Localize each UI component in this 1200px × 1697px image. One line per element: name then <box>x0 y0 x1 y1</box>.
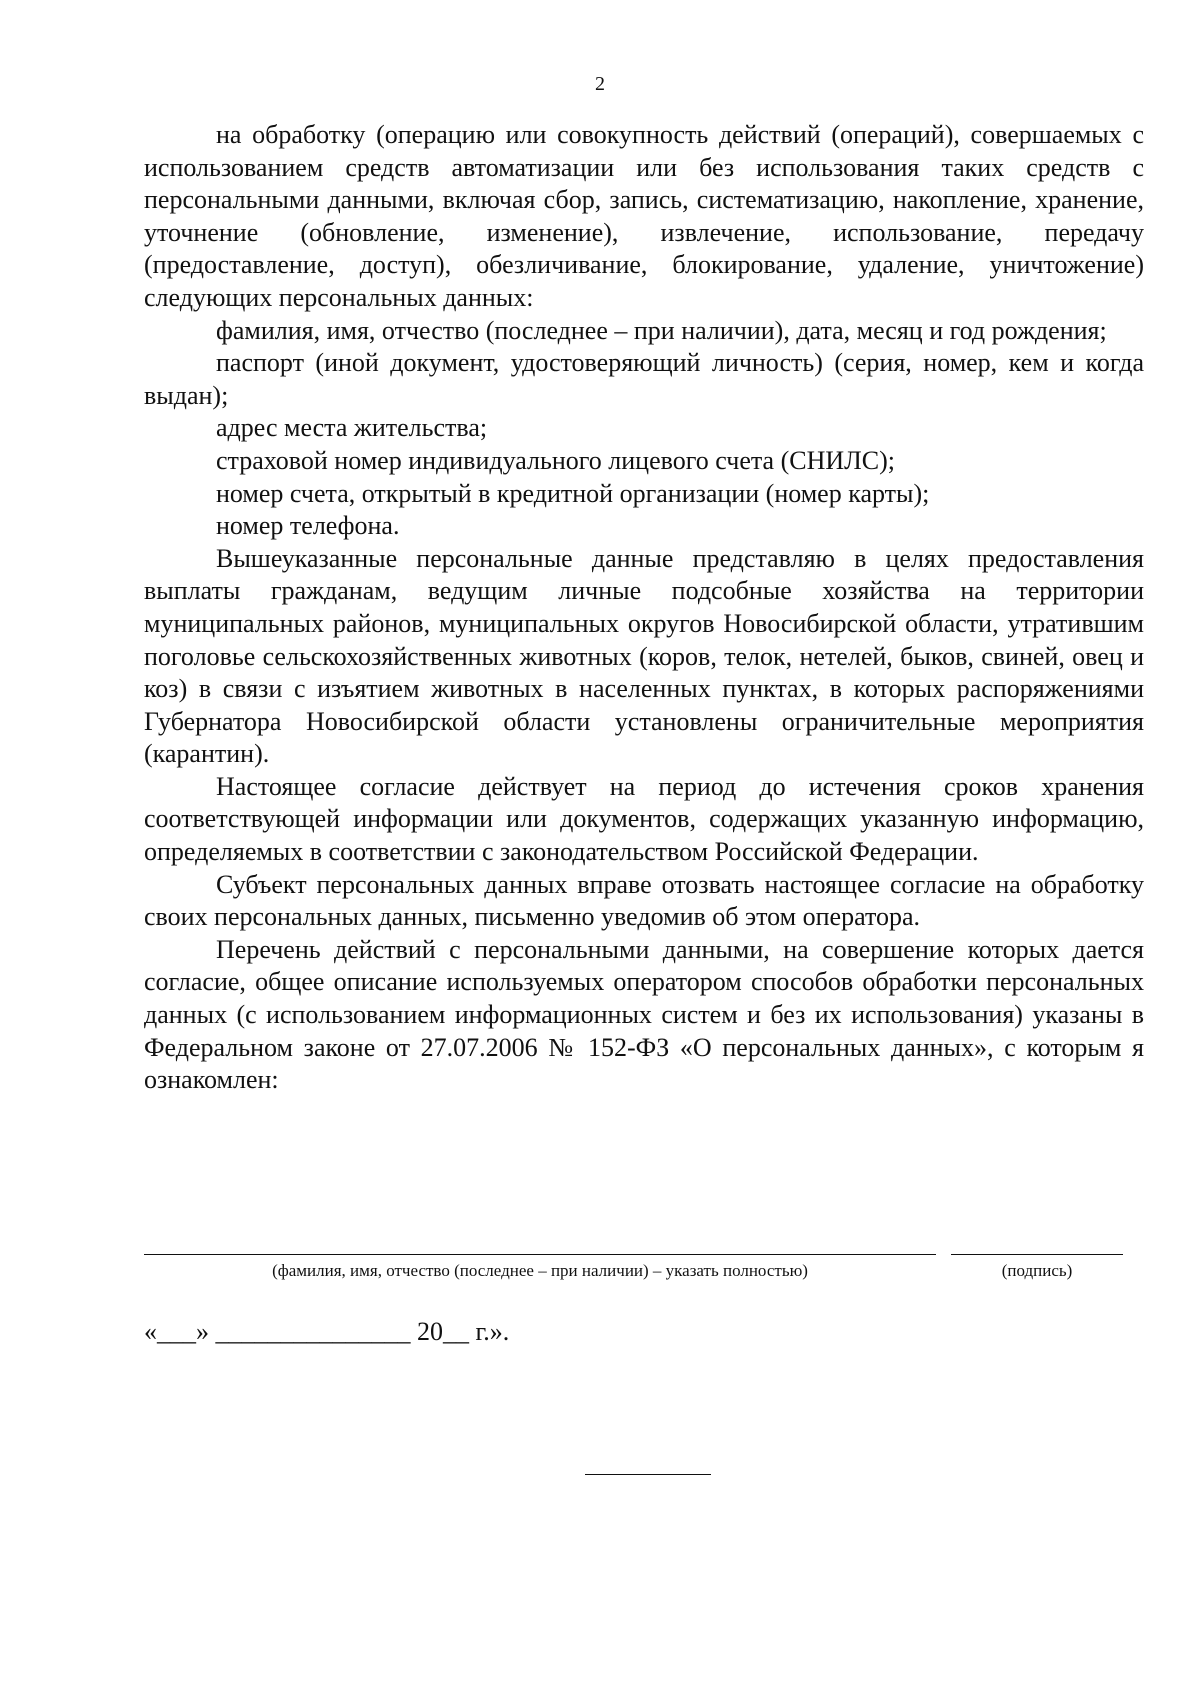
paragraph-actions-list: Перечень действий с персональными данными, на совершение которых дается согласие, общее описание используемых оператором способов обработки персональных данных (с использованием информационных систем и без их использования) указаны в Федеральном законе от 27.07.2006 № 152-ФЗ «О персональных данных», с которым я ознакомлен: <box>144 934 1144 1095</box>
signature-sign-caption: (подпись) <box>1001 1261 1073 1280</box>
paragraph-validity-period: Настоящее согласие действует на период до истечения сроков хранения соответствующей информации или документов, содержащих указанную информацию, определяемых в соответствии с законодательством Российской Федерации. <box>144 771 1144 867</box>
list-item-snils: страховой номер индивидуального лицевого счета (СНИЛС); <box>216 445 895 475</box>
list-item-bank-account: номер счета, открытый в кредитной организации (номер карты); <box>216 478 930 508</box>
signature-sign-line <box>951 1254 1123 1255</box>
signature-name-caption: (фамилия, имя, отчество (последнее – при наличии) – указать полностью) <box>272 1261 808 1280</box>
paragraph-purpose: Вышеуказанные персональные данные представляю в целях предоставления выплаты гражданам, ведущим личные подсобные хозяйства на территории муниципальных районов, муниципальных округов Новосибирской области, утратившим поголовье сельскохозяйственных животных (коров, телок, нетелей, быков, свиней, овец и коз) в связи с изъятием животных в населенных пунктах, в которых распоряжениями Губернатора Новосибирской области установлены ограничительные мероприятия (карантин). <box>144 543 1144 769</box>
date-line: «___» _______________ 20__ г.». <box>144 1317 510 1346</box>
signature-name-line <box>144 1254 936 1255</box>
list-item-passport: паспорт (иной документ, удостоверяющий личность) (серия, номер, кем и когда выдан); <box>144 348 1144 410</box>
list-item-address: адрес места жительства; <box>216 413 488 443</box>
paragraph-revocation: Субъект персональных данных вправе отозвать настоящее согласие на обработку своих персональных данных, письменно уведомив об этом оператора. <box>144 869 1144 932</box>
paragraph-processing-consent: на обработку (операцию или совокупность действий (операций), совершаемых с использованием средств автоматизации или без использования таких средств с персональными данными, включая сбор, запись, систематизацию, накопление, хранение, уточнение (обновление, изменение), извлечение, использование, передачу (предоставление, доступ), обезличивание, блокирование, удаление, уничтожение) следующих персональных данных: <box>144 120 1144 312</box>
end-of-document-rule <box>585 1474 711 1475</box>
page-number: 2 <box>595 73 605 95</box>
list-item-phone: номер телефона. <box>216 511 400 541</box>
document-body <box>144 119 1144 1097</box>
list-item-full-name-birth: фамилия, имя, отчество (последнее – при наличии), дата, месяц и год рождения; <box>216 315 1107 345</box>
